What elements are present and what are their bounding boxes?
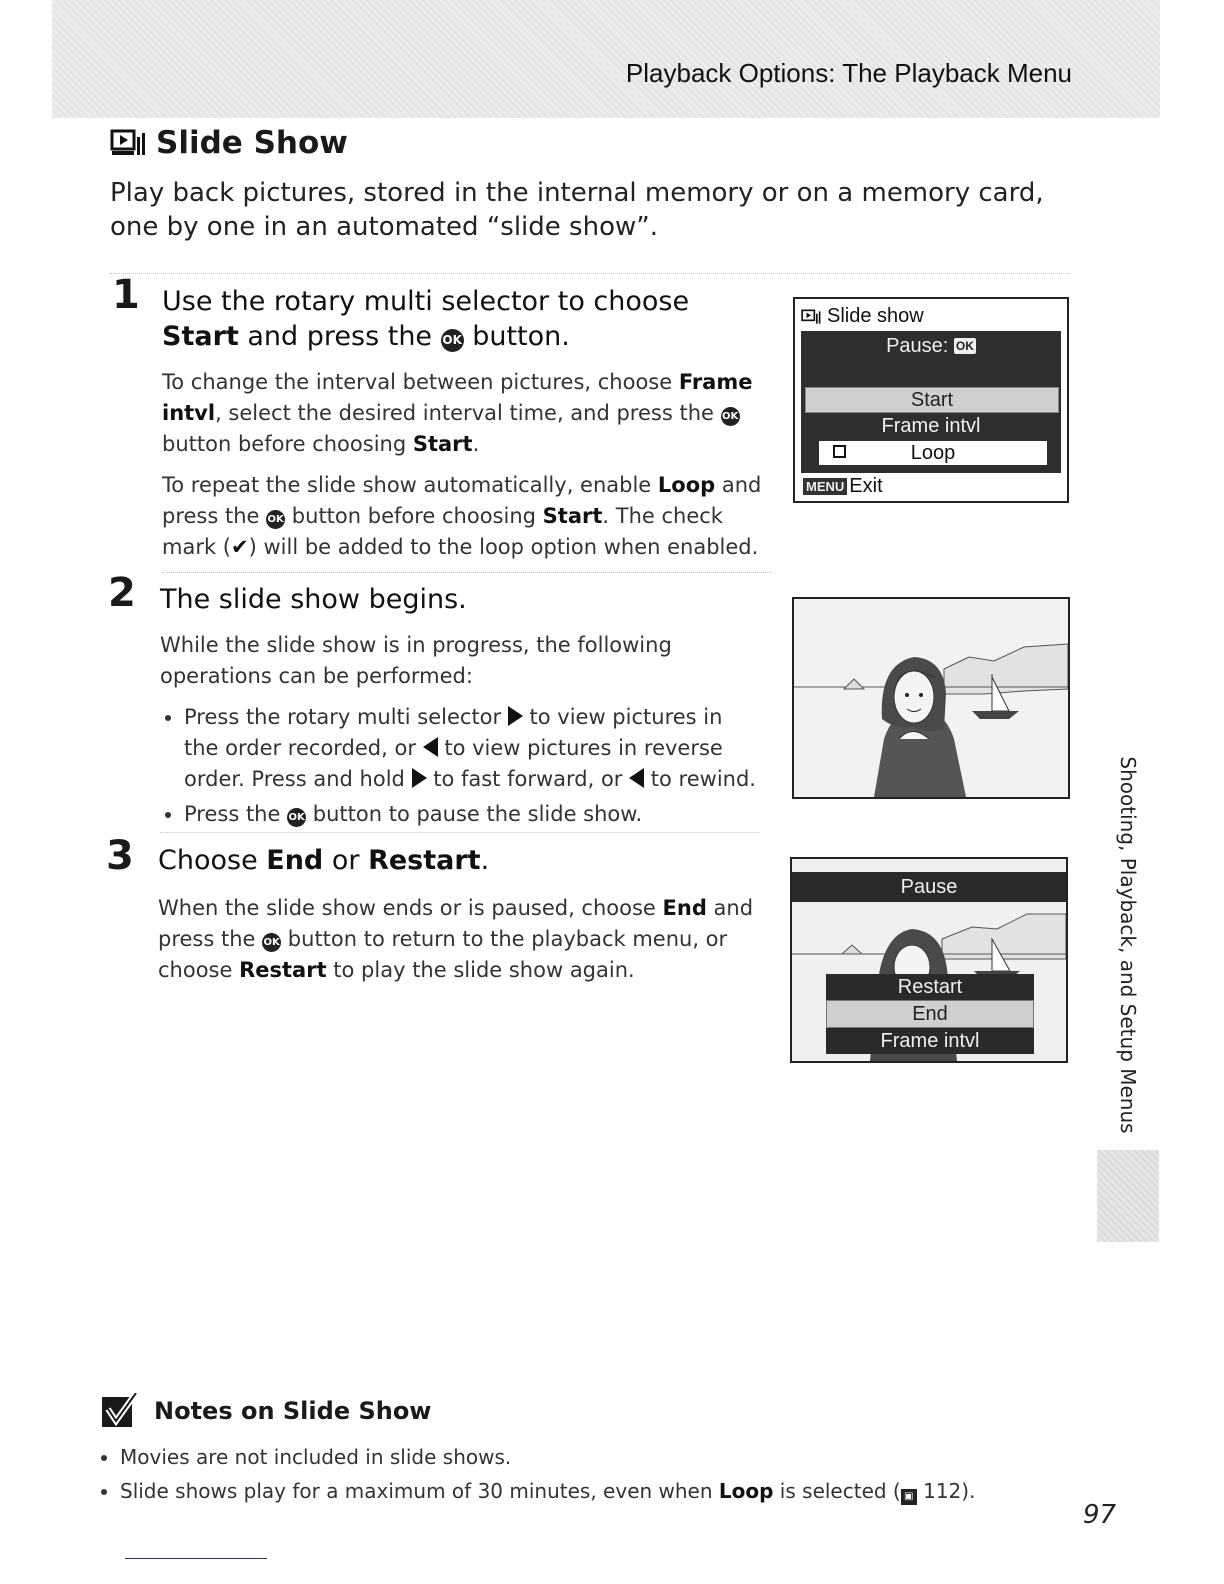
step-1-body [162,367,772,573]
step-1-para-1: To change the interval between pictures, choose Frame intvl, select the desired interval time, and press the OK button before choosing Start. [162,370,753,456]
list-item: • Movies are not included in slide shows. [120,1440,975,1474]
section-title-text: Slide Show [156,125,348,161]
section-title [110,125,348,161]
pause-menu-screen [790,857,1068,1063]
menu-item-frame-intvl[interactable]: Frame intvl [826,1028,1034,1054]
list-item: • Press the OK button to pause the slide show. [184,799,760,830]
left-arrow-icon [423,737,438,757]
step-1-para-2: To repeat the slide show automatically, enable Loop and press the OK button before choosing Start. The check mark (✔) will be added to the loop option when enabled. [162,473,762,559]
notes-list [102,1440,975,1508]
side-tab [1097,1150,1159,1242]
divider [160,832,760,833]
screen-title: Slide show [801,305,924,328]
pause-title: Pause [792,872,1066,902]
step-3-body [158,893,758,996]
step-1-heading: Use the rotary multi selector to choose Start and press the OK button. [162,286,690,352]
divider [110,273,1070,274]
ok-button-icon: OK [287,808,306,827]
list-item: • Press the rotary multi selector to view pictures in the order recorded, or to view pictures in reverse order. Press and hold to fast forward, or to rewind. [184,702,760,795]
page-number: 97 [1083,1500,1117,1530]
step-2-body [160,630,760,834]
exit-hint: MENU Exit [803,475,883,498]
footer-line [125,1558,267,1559]
list-item: • Slide shows play for a maximum of 30 minutes, even when Loop is selected ( ▣ 112). [120,1474,975,1508]
step-3-heading: Choose End or Restart. [158,845,490,876]
menu-item-start[interactable]: Start [805,387,1059,413]
divider [162,572,772,573]
check-mark-icon: ✔ [231,535,249,559]
step-1-number: 1 [112,272,140,318]
intro-text: Play back pictures, stored in the internal memory or on a memory card, one by one in an automated “slide show”. [110,178,1044,242]
pause-menu [826,974,1034,1054]
step-3-para: When the slide show ends or is paused, choose End and press the OK button to return to the playback menu, or choose Restart to play the slide show again. [158,896,754,982]
menu-item-loop[interactable]: Loop [819,441,1047,465]
right-arrow-icon [508,706,523,726]
ok-button-icon: OK [721,407,740,426]
menu-item-end[interactable]: End [826,1000,1034,1028]
notes-heading: Notes on Slide Show [102,1393,431,1429]
step-2-bullets [160,702,760,830]
menu-item-restart[interactable]: Restart [826,974,1034,1000]
side-section-label: Shooting, Playback, and Setup Menus [1116,756,1140,1134]
step-2-para: While the slide show is in progress, the following operations can be performed: [160,633,672,688]
step-2-heading: The slide show begins. [160,584,467,615]
menu-item-frame-intvl[interactable]: Frame intvl [881,415,981,437]
running-header: Playback Options: The Playback Menu [625,58,1072,88]
ok-icon: OK [955,339,974,353]
screen-menu-body [801,331,1061,473]
caution-check-icon [102,1393,140,1429]
slideshow-icon [801,308,821,326]
left-arrow-icon [629,768,644,788]
step-2-number: 2 [108,570,136,616]
loop-checkbox[interactable] [833,445,846,458]
ok-button-icon: OK [441,329,464,352]
slide-show-menu-screen [793,297,1069,503]
ok-button-icon: OK [262,933,281,952]
portrait-photo [794,599,1068,797]
ok-button-icon: OK [266,510,285,529]
slideshow-picture-screen [792,597,1070,799]
menu-button-icon: MENU [803,478,847,495]
slideshow-icon [110,129,146,157]
right-arrow-icon [412,768,427,788]
step-3-number: 3 [106,833,134,879]
pause-hint: Pause: OK [886,335,974,357]
page-reference-icon: ▣ [901,1489,917,1505]
